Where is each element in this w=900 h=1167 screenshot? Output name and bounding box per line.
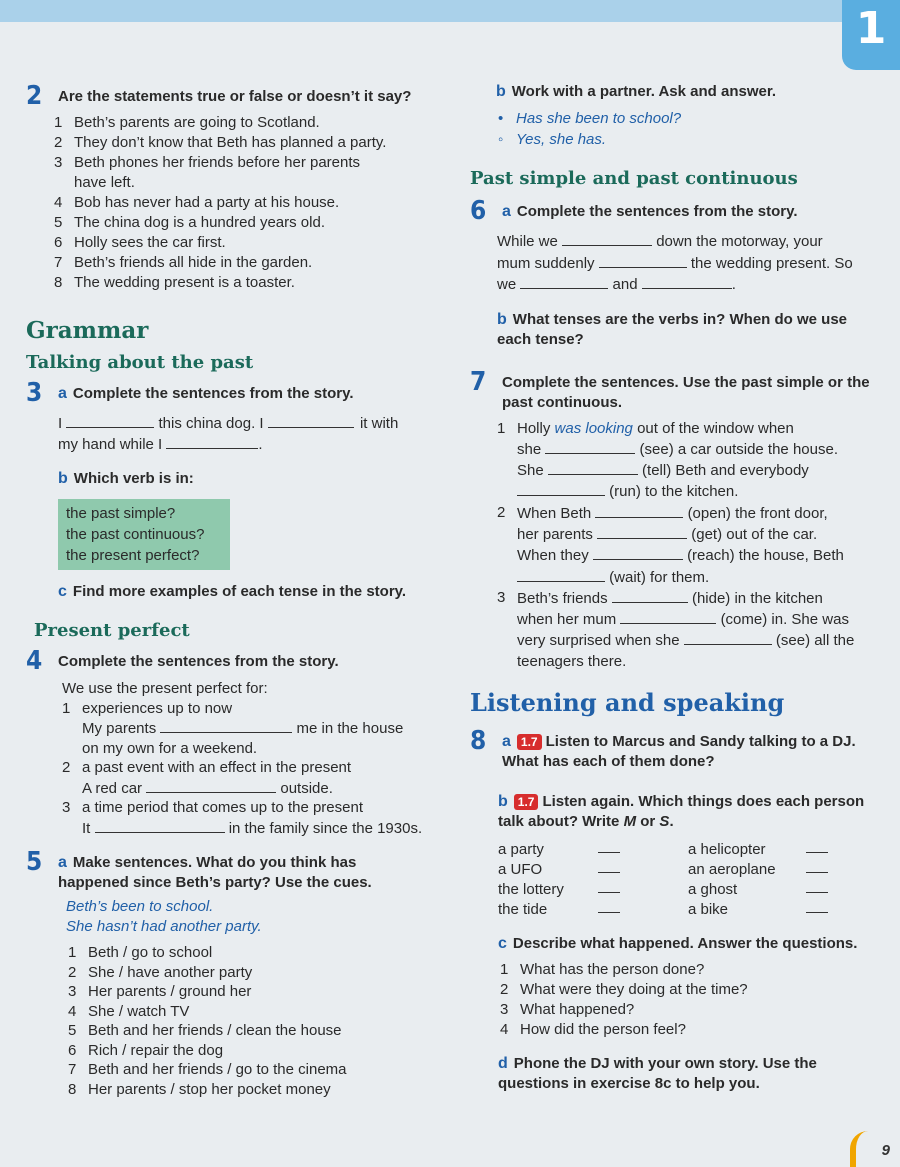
exercise-number: 5 xyxy=(26,847,43,877)
tense-option: the present perfect? xyxy=(66,547,200,564)
sub-letter: a xyxy=(58,854,67,871)
answer-blank[interactable] xyxy=(517,481,605,496)
exercise-4-body: We use the present perfect for: 1 experiences up to now My parents me in the house on my own for a weekend. 2 a past event with an effect in the present A red car outside. 3 a time period that comes up to the present It in the family since the 1930s. xyxy=(62,680,423,837)
answer-blank[interactable] xyxy=(146,778,276,793)
thing-label: an aeroplane xyxy=(688,861,776,879)
sub-letter: b xyxy=(498,793,508,811)
exercise-number: 7 xyxy=(470,366,487,397)
thing-label: a UFO xyxy=(498,861,543,879)
list-item: 5 Beth and her friends / clean the house xyxy=(68,1022,342,1039)
list-item: • Has she been to school? xyxy=(498,110,682,127)
unit-tab xyxy=(842,0,900,70)
list-item: 1 What has the person done? xyxy=(500,961,705,979)
answer-blank[interactable] xyxy=(806,840,828,853)
exercise-6 xyxy=(470,197,875,225)
answer-blank[interactable] xyxy=(597,524,687,539)
exercise-title: Are the statements true or false or doesn’t it say? xyxy=(58,88,412,105)
answer-blank[interactable] xyxy=(66,413,154,428)
exercise-5 xyxy=(26,848,446,893)
answer-blank[interactable] xyxy=(520,274,608,289)
answer-blank[interactable] xyxy=(620,609,716,624)
sub-letter: c xyxy=(498,935,507,953)
answer-blank[interactable] xyxy=(598,860,620,873)
answer-blank[interactable] xyxy=(806,900,828,913)
list-item: 6 Rich / repair the dog xyxy=(68,1041,224,1059)
exercise-5b-title: Work with a partner. Ask and answer. xyxy=(511,83,777,100)
subsection-heading-talking-past: Talking about the past xyxy=(26,352,254,373)
answer-blank[interactable] xyxy=(598,840,620,853)
answer-blank[interactable] xyxy=(595,503,683,518)
answer-blank[interactable] xyxy=(806,880,828,893)
answer-blank[interactable] xyxy=(166,434,258,449)
answer-blank[interactable] xyxy=(642,274,732,289)
sub-letter: a xyxy=(502,203,511,220)
exercise-4 xyxy=(26,647,446,675)
exercise-8a-title: Listen to Marcus and Sandy talking to a DJ. What has each of them done? xyxy=(502,733,856,771)
exercise-3a-sentence: I this china dog. I it with my hand while I . xyxy=(58,415,399,453)
list-item: 1 Beth’s parents are going to Scotland. xyxy=(54,114,320,131)
answer-blank[interactable] xyxy=(517,567,605,582)
thing-label: a helicopter xyxy=(688,841,766,859)
sub-letter: c xyxy=(58,583,67,600)
exercise-3 xyxy=(26,379,446,407)
exercise-8b-title: Listen again. Which things does each person talk about? Write xyxy=(498,793,865,831)
exercise-number: 4 xyxy=(26,646,43,676)
exercise-2 xyxy=(26,82,446,293)
right-column: b Work with a partner. Ask and answer. • Has she been to school? ◦ Yes, she has. Past simple and past continuous 6 a Complete the sentences from the story. While we down the motorway, your mum suddenly the wedding present. So we and . b What tenses are the verbs in? When do we use each tense? 7 Complete the sentences. Use the past simple or the past continuous. 1 Holly was looking out of the window when she (see) a car outside the house. She (tell) Beth and everybody (run) to the kitchen. 2 When Beth (open) the front door, her parents (get) out of the car. When they (reach) the house, Beth (wait) for them. 3 Beth’s friends (hide) in the kitchen when her mum (come) in. She was very surprised when she (see) all the teenagers there. Listening and speaking 8 a 1.7 Listen to Marcus and Sandy talking to a DJ. What has each of them done? b 1.7 Listen again. Which things does each person talk about? Write M or S. a party a helicopter a UFO an aeroplane the lottery a ghost the tide a bike c Describe what happened. Answer the questions. 1 What has the person done? 2 What were they doing at the time? 3 What happened? 4 How did the person feel? d Phone the DJ with your own story. Use the questions in exercise 8c to help you. xyxy=(470,82,875,1094)
top-color-band xyxy=(0,0,900,22)
page-number-tab xyxy=(850,1131,900,1167)
thing-label: the tide xyxy=(498,901,548,919)
list-item: 8 Her parents / stop her pocket money xyxy=(68,1080,331,1098)
exercise-3b-title: Which verb is in: xyxy=(73,470,194,487)
list-item: 1 Beth / go to school xyxy=(68,944,213,961)
list-item: 3 What happened? xyxy=(500,1001,635,1019)
exercise-number: 2 xyxy=(26,81,43,111)
answer-blank[interactable] xyxy=(684,630,772,645)
answer-blank[interactable] xyxy=(598,880,620,893)
exercise-8c-title: Describe what happened. Answer the questions. xyxy=(512,935,858,953)
exercise-6b-title: What tenses are the verbs in? When do we use each tense? xyxy=(497,310,848,348)
thing-label: a party xyxy=(498,841,544,859)
list-item: 3 Her parents / ground her xyxy=(68,983,252,1000)
page-number: 9 xyxy=(881,1142,890,1159)
answer-blank[interactable] xyxy=(268,413,354,428)
answer-blank[interactable] xyxy=(545,439,635,454)
list-item: 5 The china dog is a hundred years old. xyxy=(54,214,325,231)
exercise-5-examples xyxy=(66,897,446,937)
example-answer: Beth’s been to school. xyxy=(66,898,214,915)
cue-list xyxy=(68,943,446,1099)
answer-blank[interactable] xyxy=(95,818,225,833)
answer-blank[interactable] xyxy=(599,253,687,268)
exercise-6a-title: Complete the sentences from the story. xyxy=(516,203,798,220)
list-item: 4 How did the person feel? xyxy=(500,1021,686,1039)
list-item: 4 She / watch TV xyxy=(68,1002,190,1020)
list-item: 2 They don’t know that Beth has planned a party. xyxy=(54,134,387,151)
list-item: 7 Beth’s friends all hide in the garden. xyxy=(54,254,313,271)
subsection-heading-present-perfect: Present perfect xyxy=(34,620,190,641)
example-answer: She hasn’t had another party. xyxy=(66,918,262,935)
answer-blank[interactable] xyxy=(562,231,652,246)
statement-list xyxy=(54,113,411,293)
exercise-number: 8 xyxy=(470,726,487,757)
list-item: ◦ Yes, she has. xyxy=(498,131,607,148)
sub-letter: a xyxy=(502,733,511,751)
audio-track-badge[interactable]: 1.7 xyxy=(517,734,542,750)
answer-blank[interactable] xyxy=(548,460,638,475)
exercise-7 xyxy=(470,368,875,413)
exercise-5a-title: Make sentences. What do you think has happened since Beth’s party? Use the cues. xyxy=(58,854,372,891)
exercise-3c-title: Find more examples of each tense in the story. xyxy=(72,583,407,600)
list-item: 2 What were they doing at the time? xyxy=(500,981,748,999)
thing-label: a bike xyxy=(688,901,729,919)
exercise-title: Complete the sentences. Use the past simple or the past continuous. xyxy=(502,373,870,411)
exercise-number: 3 xyxy=(26,378,43,408)
answer-blank[interactable] xyxy=(806,860,828,873)
dialogue-example xyxy=(498,108,875,150)
sub-letter: b xyxy=(497,310,507,328)
tense-box xyxy=(58,499,230,570)
exercise-6a-text: While we down the motorway, your mum suddenly the wedding present. So we and . xyxy=(497,233,853,293)
tense-option: the past continuous? xyxy=(66,526,205,543)
exercise-title: Complete the sentences from the story. xyxy=(58,653,339,670)
exercise-7-items: 1 Holly was looking out of the window when she (see) a car outside the house. She (tell) Beth and everybody (run) to the kitchen. 2 When Beth (open) the front door, her parents (get) out of the car. When they (reach) the house, Beth (wait) for them. 3 Beth’s friends (hide) in the kitchen when her mum (come) in. She was very surprised when she (see) all the teenagers there. xyxy=(497,419,855,670)
exercise-3a-title: Complete the sentences from the story. xyxy=(72,385,354,402)
section-heading-listening: Listening and speaking xyxy=(470,688,785,718)
sub-letter: b xyxy=(58,470,68,487)
unit-number: 1 xyxy=(855,3,887,54)
answer-blank[interactable] xyxy=(598,900,620,913)
list-item: 8 The wedding present is a toaster. xyxy=(54,274,295,291)
thing-label: a ghost xyxy=(688,881,738,899)
things-grid xyxy=(498,840,875,920)
answer-blank[interactable] xyxy=(612,588,688,603)
list-item: 6 Holly sees the car first. xyxy=(54,234,226,251)
sub-letter: d xyxy=(498,1055,508,1073)
answer-blank[interactable] xyxy=(593,545,683,560)
list-item: 4 Bob has never had a party at his house. xyxy=(54,194,340,211)
thing-label: the lottery xyxy=(498,881,564,899)
question-list xyxy=(500,960,875,1040)
answer-blank[interactable] xyxy=(160,718,292,733)
exercise-8 xyxy=(470,727,875,772)
tense-option: the past simple? xyxy=(66,505,176,522)
subsection-heading-past-simple: Past simple and past continuous xyxy=(470,168,798,189)
list-item: 7 Beth and her friends / go to the cinema xyxy=(68,1061,347,1078)
section-heading-grammar: Grammar xyxy=(26,317,149,344)
left-column xyxy=(26,82,446,1099)
audio-track-badge[interactable]: 1.7 xyxy=(514,794,539,810)
list-item: 3 Beth phones her friends before her parents have left. xyxy=(54,154,361,191)
sub-letter: a xyxy=(58,385,67,402)
list-item: 2 She / have another party xyxy=(68,963,253,981)
exercise-number: 6 xyxy=(470,196,487,226)
sub-letter: b xyxy=(496,83,506,100)
exercise-8d-title: Phone the DJ with your own story. Use the questions in exercise 8c to help you. xyxy=(498,1055,817,1093)
